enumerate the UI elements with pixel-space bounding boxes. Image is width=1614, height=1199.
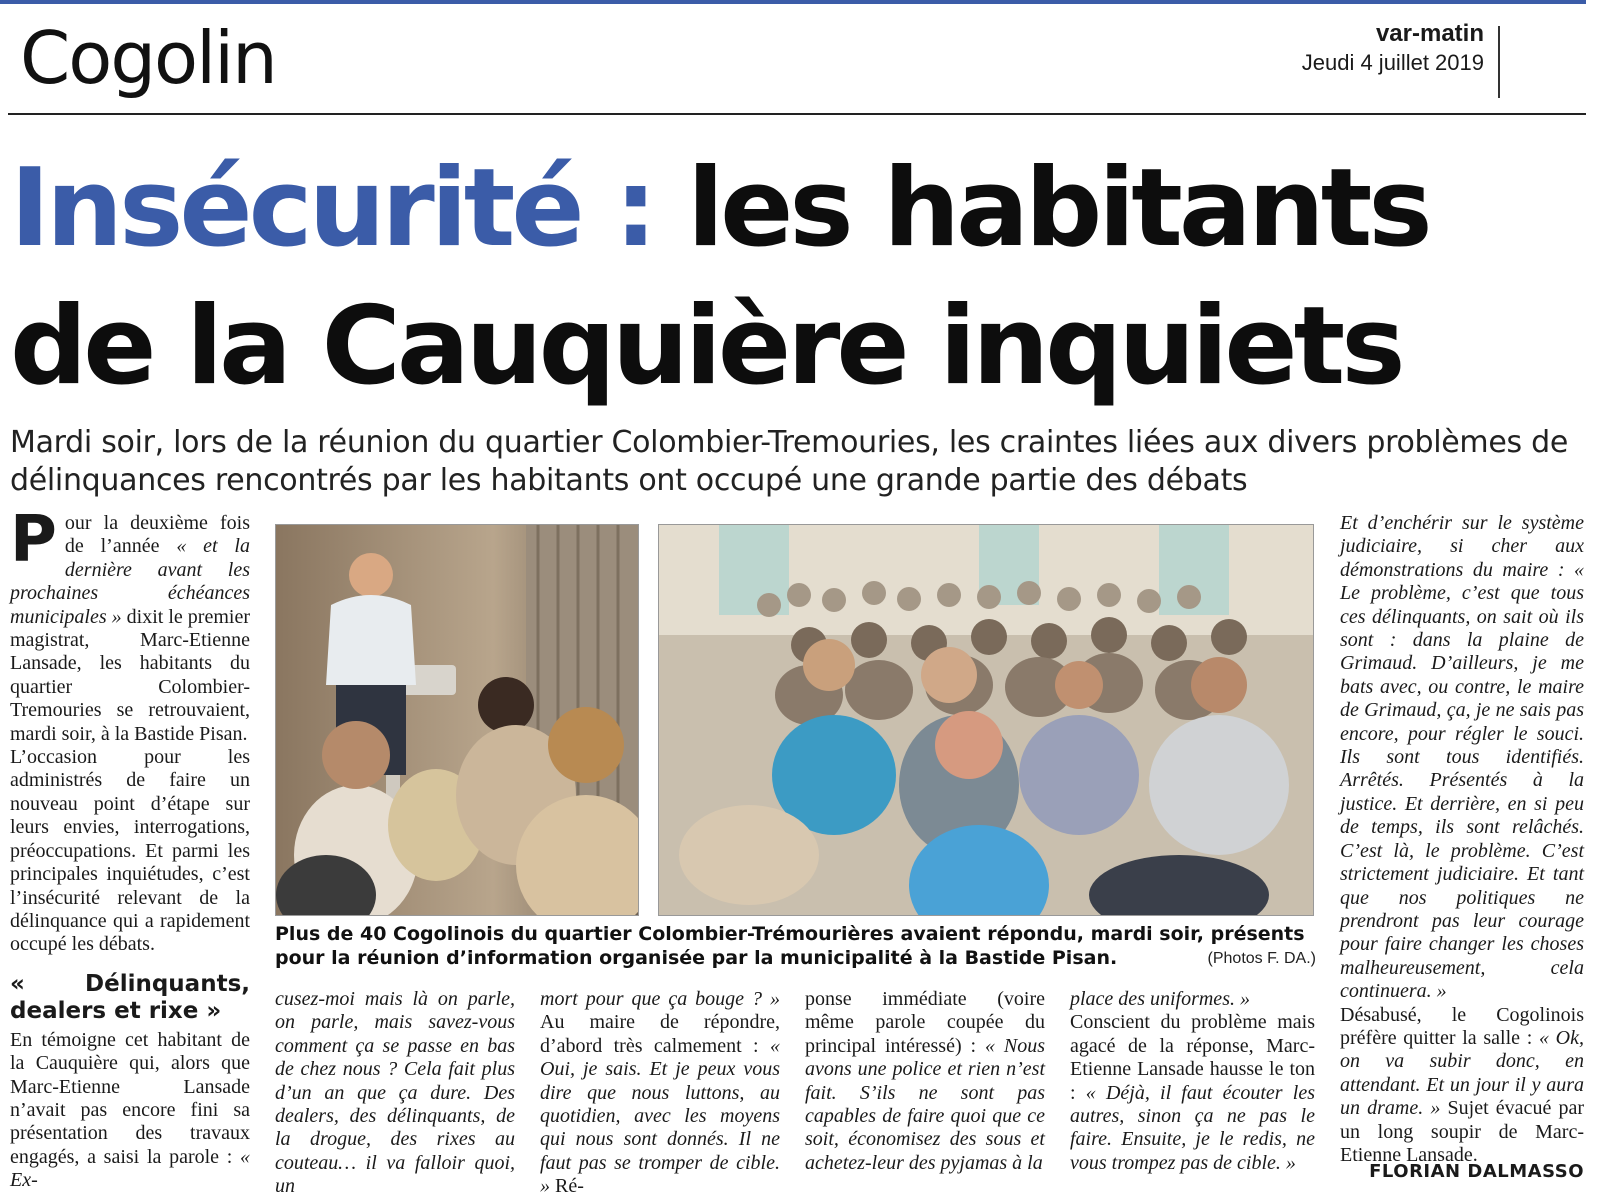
photo-speaker-image bbox=[276, 525, 638, 915]
col1-intro-quote: « et la dernière avant les prochaines échéances municipales » bbox=[10, 535, 250, 628]
col5-quote-b: « Déjà, il faut écouter les autres, sinon ça ne pas le faire. Ensuite, je le redis, ne vous trompez pas de cible. » bbox=[1070, 1081, 1315, 1174]
photo-audience-image bbox=[659, 525, 1313, 915]
col5-text: Conscient du problème mais agacé de la réponse, Marc-Etienne Lansade hausse le ton : bbox=[1070, 1011, 1315, 1104]
author-byline: FLORIAN DALMASSO bbox=[1369, 1161, 1584, 1182]
article-column-1 bbox=[10, 503, 250, 1193]
col1-para2: L’occasion pour les administrés de faire un nouveau point d’étape sur leurs envies, interrogations, préoccupations. Et parmi les principales inquiétudes, c’est l’insécurité relevant de la délinquance qui a rapidement occupé les débats. bbox=[10, 746, 250, 956]
top-accent-bar bbox=[0, 0, 1586, 4]
header-rule bbox=[8, 113, 1586, 115]
col6-text-a: Désabusé, le Cogolinois préfère quitter la salle : bbox=[1340, 1003, 1584, 1049]
col6-quote-a: Et d’enchérir sur le système judiciaire, si cher aux démonstrations du maire : « Le problème, c’est que tous ces délinquants, on sait où ils sont : dans la plaine de Grimaud. D’ailleurs, je me bats avec, ou contre, le maire de Grimaud, ça, je ne sais pas encore, pour régler le souci. Ils sont tous identifiés. Arrêtés. Présentés à la justice. Et derrière, en si peu de temps, ils sont relâchés. C’est là, le problème. C’est strictement judiciaire. Et tant que nos politiques ne prendront pas leur courage pour faire changer les choses malheureusement, cela continuera. » bbox=[1340, 512, 1584, 1003]
col6-text-b: Sujet évacué par un long soupir de Marc-Etienne Lansade. bbox=[1340, 1097, 1584, 1166]
section-town-name: Cogolin bbox=[20, 16, 276, 100]
col4-text: ponse immédiate (voire même parole coupée du principal intéressé) : bbox=[805, 988, 1045, 1057]
article-column-4 bbox=[805, 988, 1045, 1175]
col3-quote-a: mort pour que ça bouge ? » bbox=[540, 988, 780, 1010]
article-column-5 bbox=[1070, 988, 1315, 1175]
col1-para3: En témoigne cet habitant de la Cauquière qui, alors que Marc-Etienne Lansade n’avait pas encore fini sa présentation des travaux engagés, a saisi la parole : bbox=[10, 1028, 250, 1168]
issue-date: Jeudi 4 juillet 2019 bbox=[1301, 50, 1484, 75]
headline-kicker: Insécurité : bbox=[10, 146, 654, 271]
photo-credit: (Photos F. DA.) bbox=[1207, 950, 1316, 967]
newspaper-name: var-matin bbox=[1375, 20, 1484, 47]
photo-caption: Plus de 40 Cogolinois du quartier Colombier-Trémourières avaient répondu, mardi soir, présents pour la réunion d’information organisée par la municipalité à la Bastide Pisan. bbox=[275, 923, 1305, 969]
col3-text: Au maire de répondre, d’abord très calmement : bbox=[540, 1011, 780, 1057]
col5-quote-a: place des uniformes. » bbox=[1070, 988, 1250, 1010]
article-column-2 bbox=[275, 988, 515, 1199]
headline bbox=[10, 140, 1590, 416]
col6-quote-b: « Ok, on va subir donc, en attendant. Et un jour il y aura un drame. » bbox=[1340, 1026, 1584, 1120]
col4-quote: « Nous avons une police et rien n’est fait. S’ils ne sont pas capables de faire quoi que ce soit, économisez des sous et achetez-leur des pyjamas à la bbox=[805, 1034, 1045, 1174]
headline-line2: de la Cauquière inquiets bbox=[10, 284, 1402, 409]
article-column-3 bbox=[540, 988, 780, 1199]
article-column-6 bbox=[1340, 512, 1584, 1167]
drop-cap: P bbox=[10, 503, 57, 577]
col1-intro-b: dixit le premier magistrat, Marc-Etienne Lansade, les habitants du quartier Colombier-Tremouries se retrouvaient, mardi soir, à la Bastide Pisan. bbox=[10, 605, 250, 745]
photo-speaker bbox=[275, 524, 639, 916]
col2-text: cusez-moi mais là on parle, on parle, mais savez-vous comment ça se passe en bas de chez nous ? Cela fait plus d’un an que ça dure. Des dealers, des délinquants, de la drogue, des rixes au couteau… il va falloir quoi, un bbox=[275, 988, 515, 1198]
col3-tail: Ré- bbox=[550, 1175, 584, 1198]
col3-quote-b: « Oui, je sais. Et je peux vous dire que nous luttons, au quotidien, avec les moyens qui nous sont donnés. Il ne faut pas se tromper de cible. » bbox=[540, 1034, 780, 1198]
deck: Mardi soir, lors de la réunion du quartier Colombier-Tremouries, les craintes liées aux divers problèmes de délinquances rencontrés par les habitants ont occupé une grande partie des débats bbox=[10, 425, 1568, 498]
col1-para3-quote: « Ex- bbox=[10, 1145, 250, 1192]
headline-line1: les habitants bbox=[687, 146, 1429, 271]
col1-intro-a: our la deuxième fois de l’année bbox=[64, 512, 250, 558]
photo-audience bbox=[658, 524, 1314, 916]
masthead bbox=[1302, 20, 1484, 78]
masthead-divider bbox=[1498, 26, 1500, 98]
subheading: « Délinquants, dealers et rixe » bbox=[10, 970, 250, 1024]
